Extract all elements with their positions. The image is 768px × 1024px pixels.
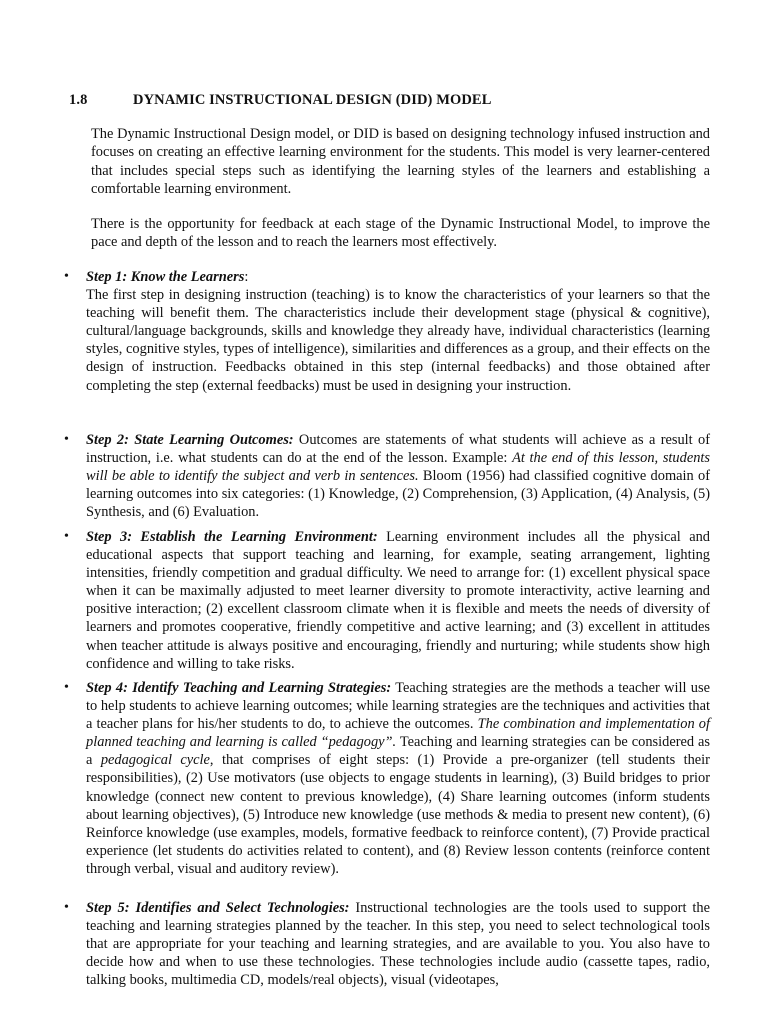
step-3-title: Step 3: Establish the Learning Environment: (86, 529, 378, 545)
bullet-icon: • (64, 269, 69, 284)
step-4-title: Step 4: Identify Teaching and Learning Strategies: (86, 680, 392, 696)
intro-paragraph-1: The Dynamic Instructional Design model, or DID is based on designing technology infused instruction and focuses on creating an effective learning environment for the students. This model is very learner-centered that includes special steps such as identifying the learning styles of the learners and establishing a comfortable learning environment. (91, 126, 710, 197)
step-1-title: Step 1: Know the Learners (86, 269, 245, 285)
step-1-colon: : (244, 269, 249, 285)
step-2-example: At the end of this lesson, students will be able to identify the subject and verb in sentences. (86, 450, 710, 485)
list-item-step-5 (64, 899, 710, 989)
step-5-title: Step 5: Identifies and Select Technologies: (86, 900, 350, 916)
section-heading (69, 92, 491, 109)
step-4-text-2: Teaching and learning strategies can be considered as a (86, 734, 710, 769)
bullet-icon: • (64, 432, 69, 447)
bullet-icon: • (64, 900, 69, 915)
step-4-text-1: Teaching strategies are the methods a teacher will use to help students to achieve learning outcomes; while learning strategies are the techniques and activities that a teacher plans for his/her students to do, to achieve the outcomes. (86, 680, 710, 733)
section-number: 1.8 (69, 92, 88, 108)
list-item-step-2 (64, 431, 710, 521)
step-4-text-3: , that comprises of eight steps: (1) Provide a pre-organizer (tell students their responsibilities), (2) Use motivators (use objects to engage students in learning), (3) Build bridges to prior knowledge (connect new content to previous knowledge), (4) Share learning outcomes (inform students about learning objectives), (5) Introduce new knowledge (use methods & media to present new content), (6) Reinforce knowledge (use examples, models, formative feedback to reinforce content), (7) Provide practical experience (let students do activities related to content), and (8) Review lesson contents (reinforce content through verbal, visual and auditory review). (86, 752, 710, 877)
step-2-text-1: Outcomes are statements of what students will achieve as a result of instruction, i.e. what students can do at the end of the lesson. Example: (86, 432, 710, 467)
step-5-body: Instructional technologies are the tools used to support the teaching and learning strategies planned by the teacher. In this step, you need to select technological tools that are appropriate for your teaching and learning strategies, and are available to you. You also have to decide how and when to use these technologies. These technologies include audio (cassette tapes, radio, talking books, multimedia CD, models/real objects), visual (videotapes, (86, 900, 710, 989)
list-item-step-4 (64, 679, 711, 878)
list-item-step-3 (64, 528, 710, 673)
step-2-title: Step 2: State Learning Outcomes: (86, 432, 294, 448)
section-title: DYNAMIC INSTRUCTIONAL DESIGN (DID) MODEL (133, 92, 492, 108)
step-1-body: The first step in designing instruction (teaching) is to know the characteristics of your learners so that the teaching will benefit them. The characteristics include their development stage (physical & cognitive), cultural/language backgrounds, skills and knowledge they already have, individual characteristics (learning styles, cognitive styles, types of intelligence), similarities and differences as a group, and their effects on the design of instruction. Feedbacks obtained in this step (internal feedbacks) and those obtained after completing the step (external feedbacks) must be used in designing your instruction. (86, 287, 710, 394)
list-item-step-1 (64, 268, 710, 395)
step-2-text-2: Bloom (1956) had classified cognitive domain of learning outcomes into six categories: (1) Knowledge, (2) Comprehension, (3) Application, (4) Analysis, (5) Synthesis, and (6) Evaluation. (86, 468, 710, 521)
step-4-pedagogical-cycle: pedagogical cycle (100, 752, 210, 769)
bullet-icon: • (64, 680, 69, 695)
bullet-icon: • (64, 529, 69, 544)
step-4-pedagogy-definition: The combination and implementation of planned teaching and learning is called “pedagogy”. (86, 716, 711, 751)
intro-paragraph-2: There is the opportunity for feedback at each stage of the Dynamic Instructional Model, to improve the pace and depth of the lesson and to reach the learners most effectively. (91, 216, 710, 251)
step-3-body: Learning environment includes all the physical and educational aspects that support teaching and learning, for example, seating arrangement, lighting intensities, friendly competition and gradual difficulty. We need to arrange for: (1) excellent physical space when it can be maximally adjusted to meet learner diversity to promote interactivity, active learning and positive interaction; (2) excellent classroom climate when it is flexible and meets the needs of diversity of learners and promotes cooperative, friendly competitive and active learning; and (3) excellent in attitudes when teacher attitude is always positive and encouraging, friendly and nurturing; while students show high confidence and willing to take risks. (86, 529, 710, 672)
